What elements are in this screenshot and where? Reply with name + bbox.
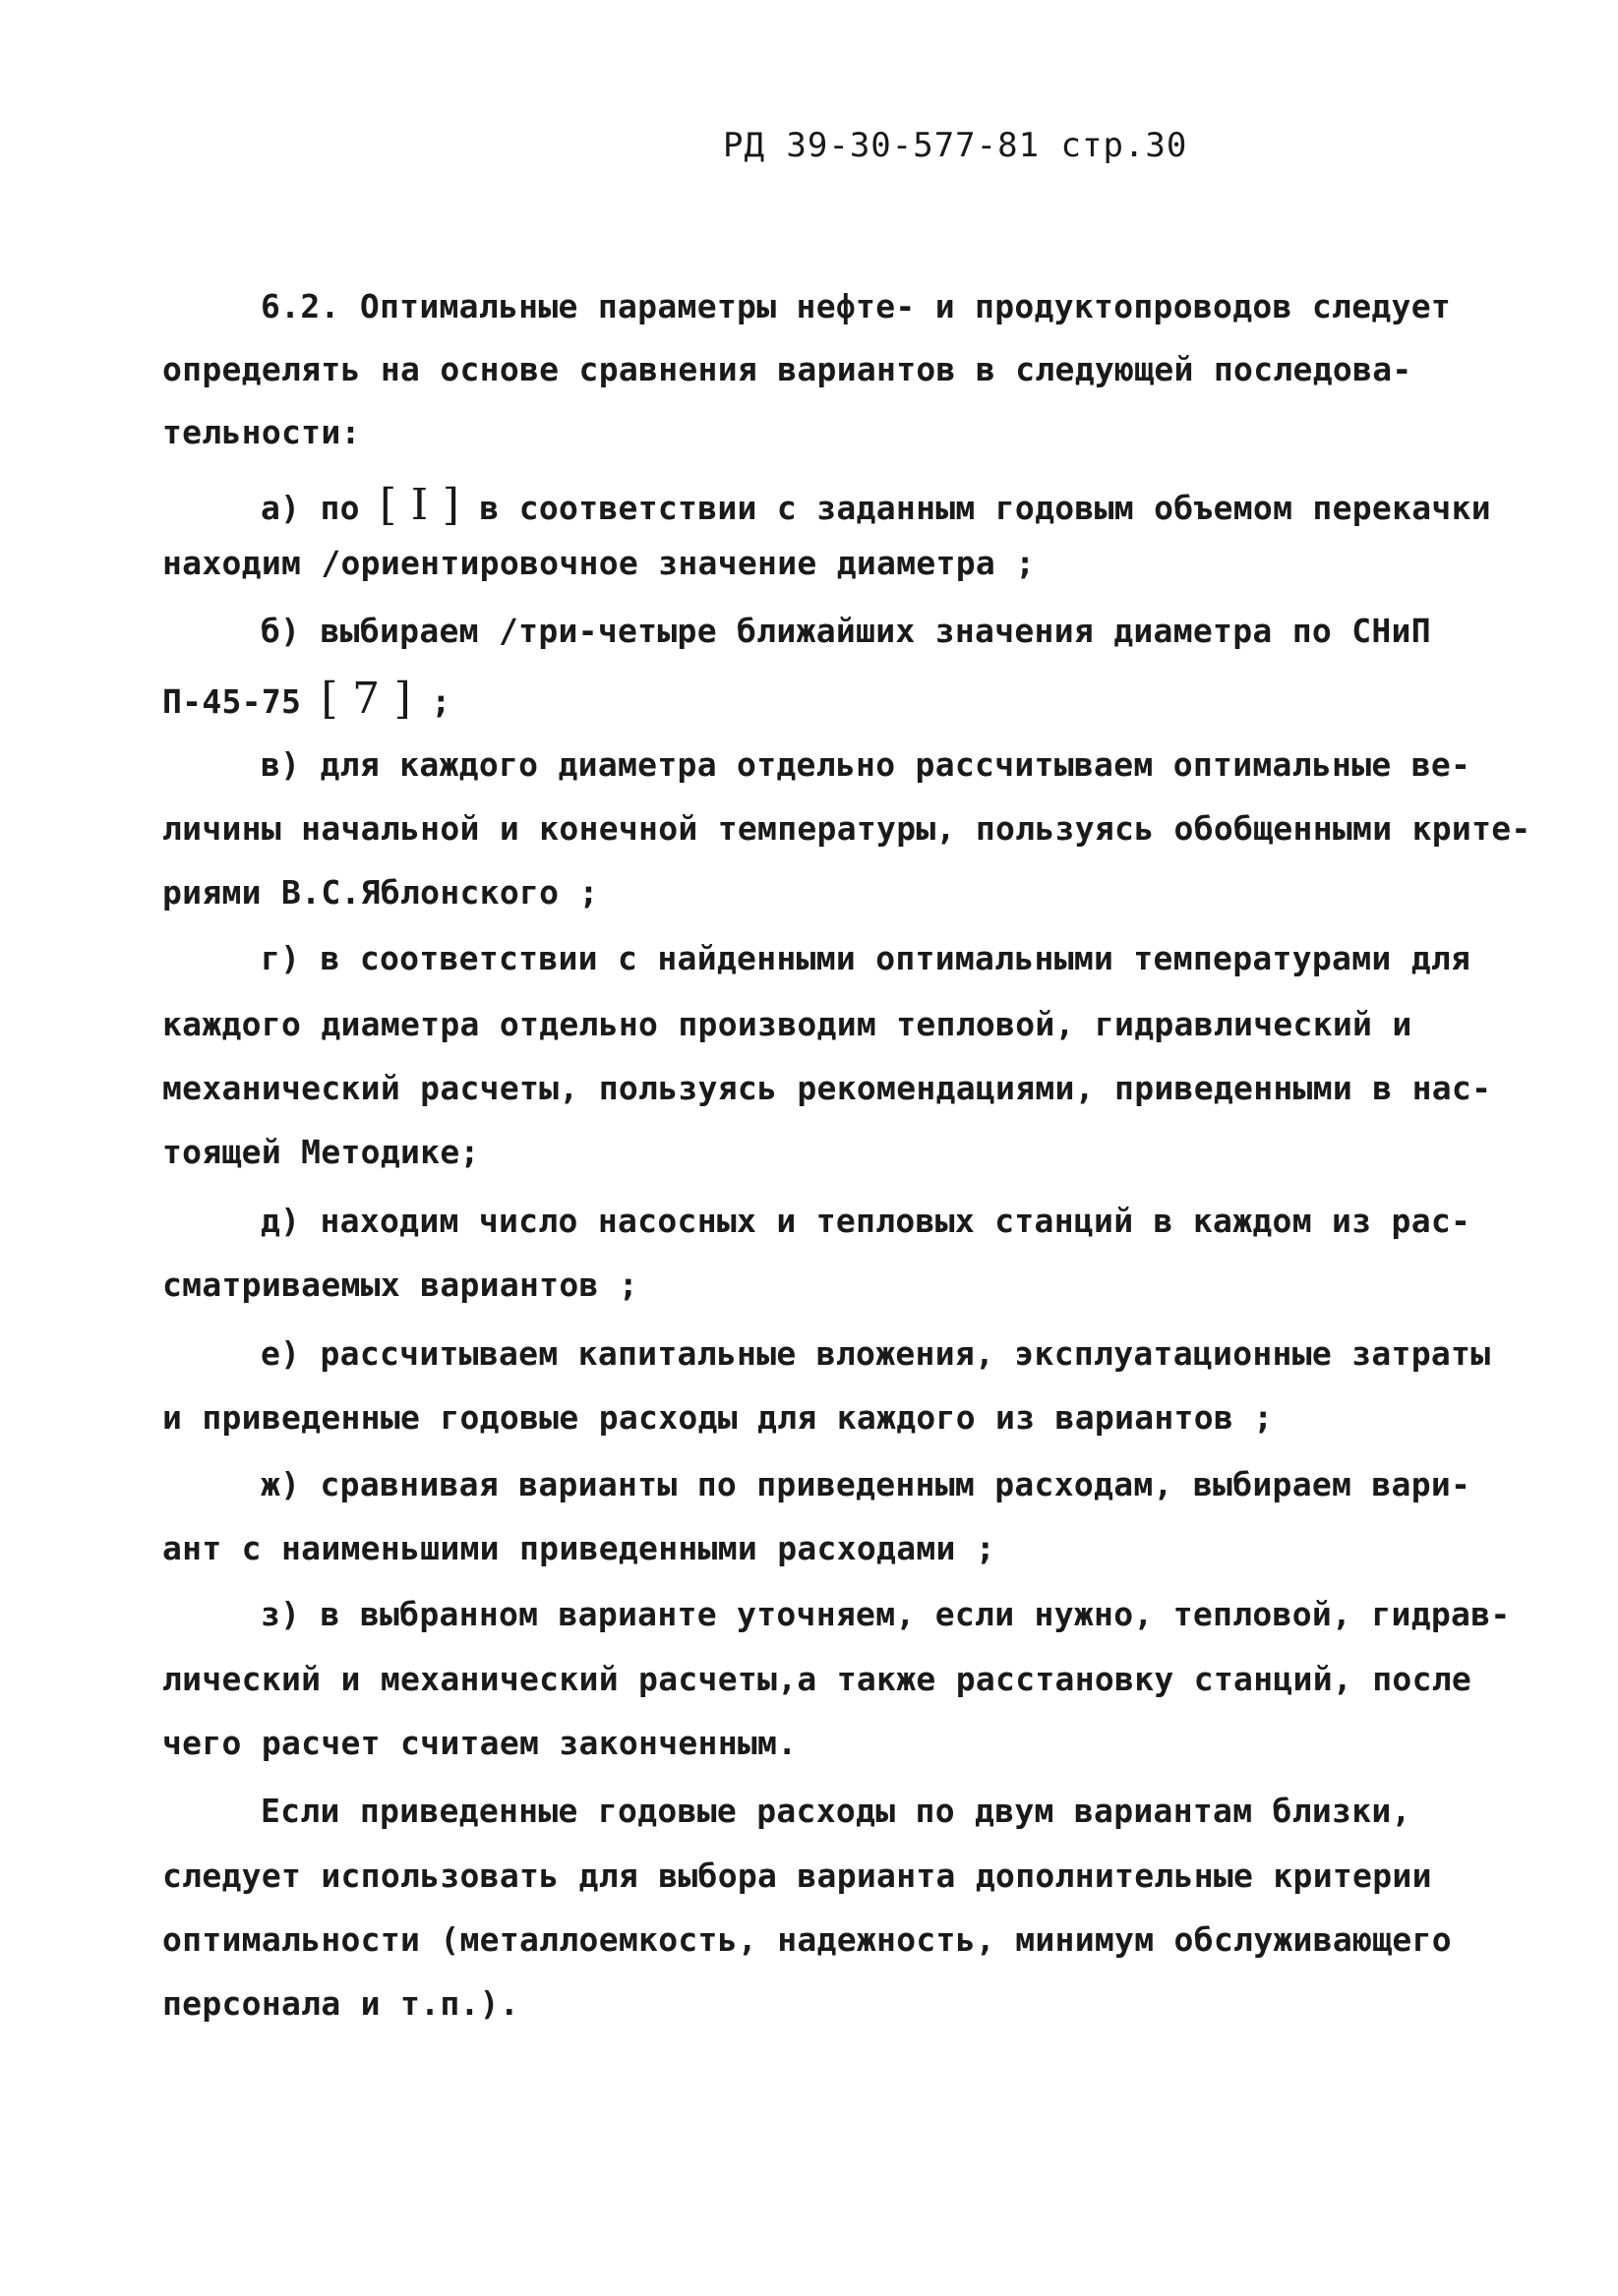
- item-g-line-3: механический расчеты, пользуясь рекомендациями, приведенными в нас-: [162, 1069, 1492, 1107]
- item-g-line-1: г) в соответствии с найденными оптимальными температурами для: [261, 939, 1471, 977]
- item-zh-line-2: ант с наименьшими приведенными расходами ;: [162, 1529, 996, 1567]
- item-e-line-2: и приведенные годовые расходы для каждого из вариантов ;: [162, 1398, 1274, 1437]
- item-a-text: в соответствии с заданным годовым объемом перекачки: [479, 489, 1491, 527]
- item-v-line-1: в) для каждого диаметра отдельно рассчитываем оптимальные ве-: [261, 745, 1471, 784]
- item-b-line-1: б) выбираем /три-четыре ближайших значения диаметра по СНиП: [261, 612, 1431, 650]
- item-g-line-2: каждого диаметра отдельно производим тепловой, гидравлический и: [162, 1005, 1412, 1043]
- item-zh-line-1: ж) сравнивая варианты по приведенным расходам, выбираем вари-: [261, 1465, 1471, 1503]
- item-b-line-2: [162, 674, 451, 724]
- final-paragraph-line-3: оптимальности (металлоемкость, надежность, минимум обслуживающего: [162, 1920, 1452, 1959]
- page-header: РД 39-30-577-81 стр.30: [723, 126, 1188, 165]
- final-paragraph-line-1: Если приведенные годовые расходы по двум вариантам близки,: [261, 1792, 1411, 1830]
- paragraph-6-2-line-1: 6.2. Оптимальные параметры нефте- и продуктопроводов следует: [261, 287, 1452, 325]
- item-a-line-1: [261, 480, 1491, 530]
- paragraph-6-2-line-3: тельности:: [162, 413, 361, 451]
- item-a-prefix: а) по: [261, 489, 360, 527]
- reference-1: [ I ]: [380, 480, 460, 530]
- item-d-line-2: сматриваемых вариантов ;: [162, 1266, 639, 1304]
- final-paragraph-line-2: следует использовать для выбора варианта дополнительные критерии: [162, 1856, 1432, 1895]
- item-v-line-2: личины начальной и конечной температуры, пользуясь обобщенными крите-: [162, 809, 1531, 848]
- item-v-line-3: риями В.С.Яблонского ;: [162, 873, 599, 912]
- final-paragraph-line-4: персонала и т.п.).: [162, 1984, 520, 2023]
- item-z-line-2: лический и механический расчеты,а также расстановку станций, после: [162, 1660, 1472, 1698]
- item-a-line-2: находим /ориентировочное значение диаметра ;: [162, 544, 1036, 582]
- item-z-line-1: з) в выбранном варианте уточняем, если нужно, тепловой, гидрав-: [261, 1595, 1511, 1633]
- reference-7: [ 7 ]: [321, 674, 412, 724]
- item-g-line-4: тоящей Методике;: [162, 1133, 480, 1171]
- item-z-line-3: чего расчет считаем законченным.: [162, 1724, 798, 1762]
- paragraph-6-2-line-2: определять на основе сравнения вариантов в следующей последова-: [162, 350, 1412, 388]
- item-e-line-1: е) рассчитываем капитальные вложения, эксплуатационные затраты: [261, 1334, 1491, 1373]
- item-b-end: ;: [431, 682, 451, 721]
- snip-code: П-45-75: [162, 682, 322, 721]
- item-d-line-1: д) находим число насосных и тепловых станций в каждом из рас-: [261, 1202, 1471, 1240]
